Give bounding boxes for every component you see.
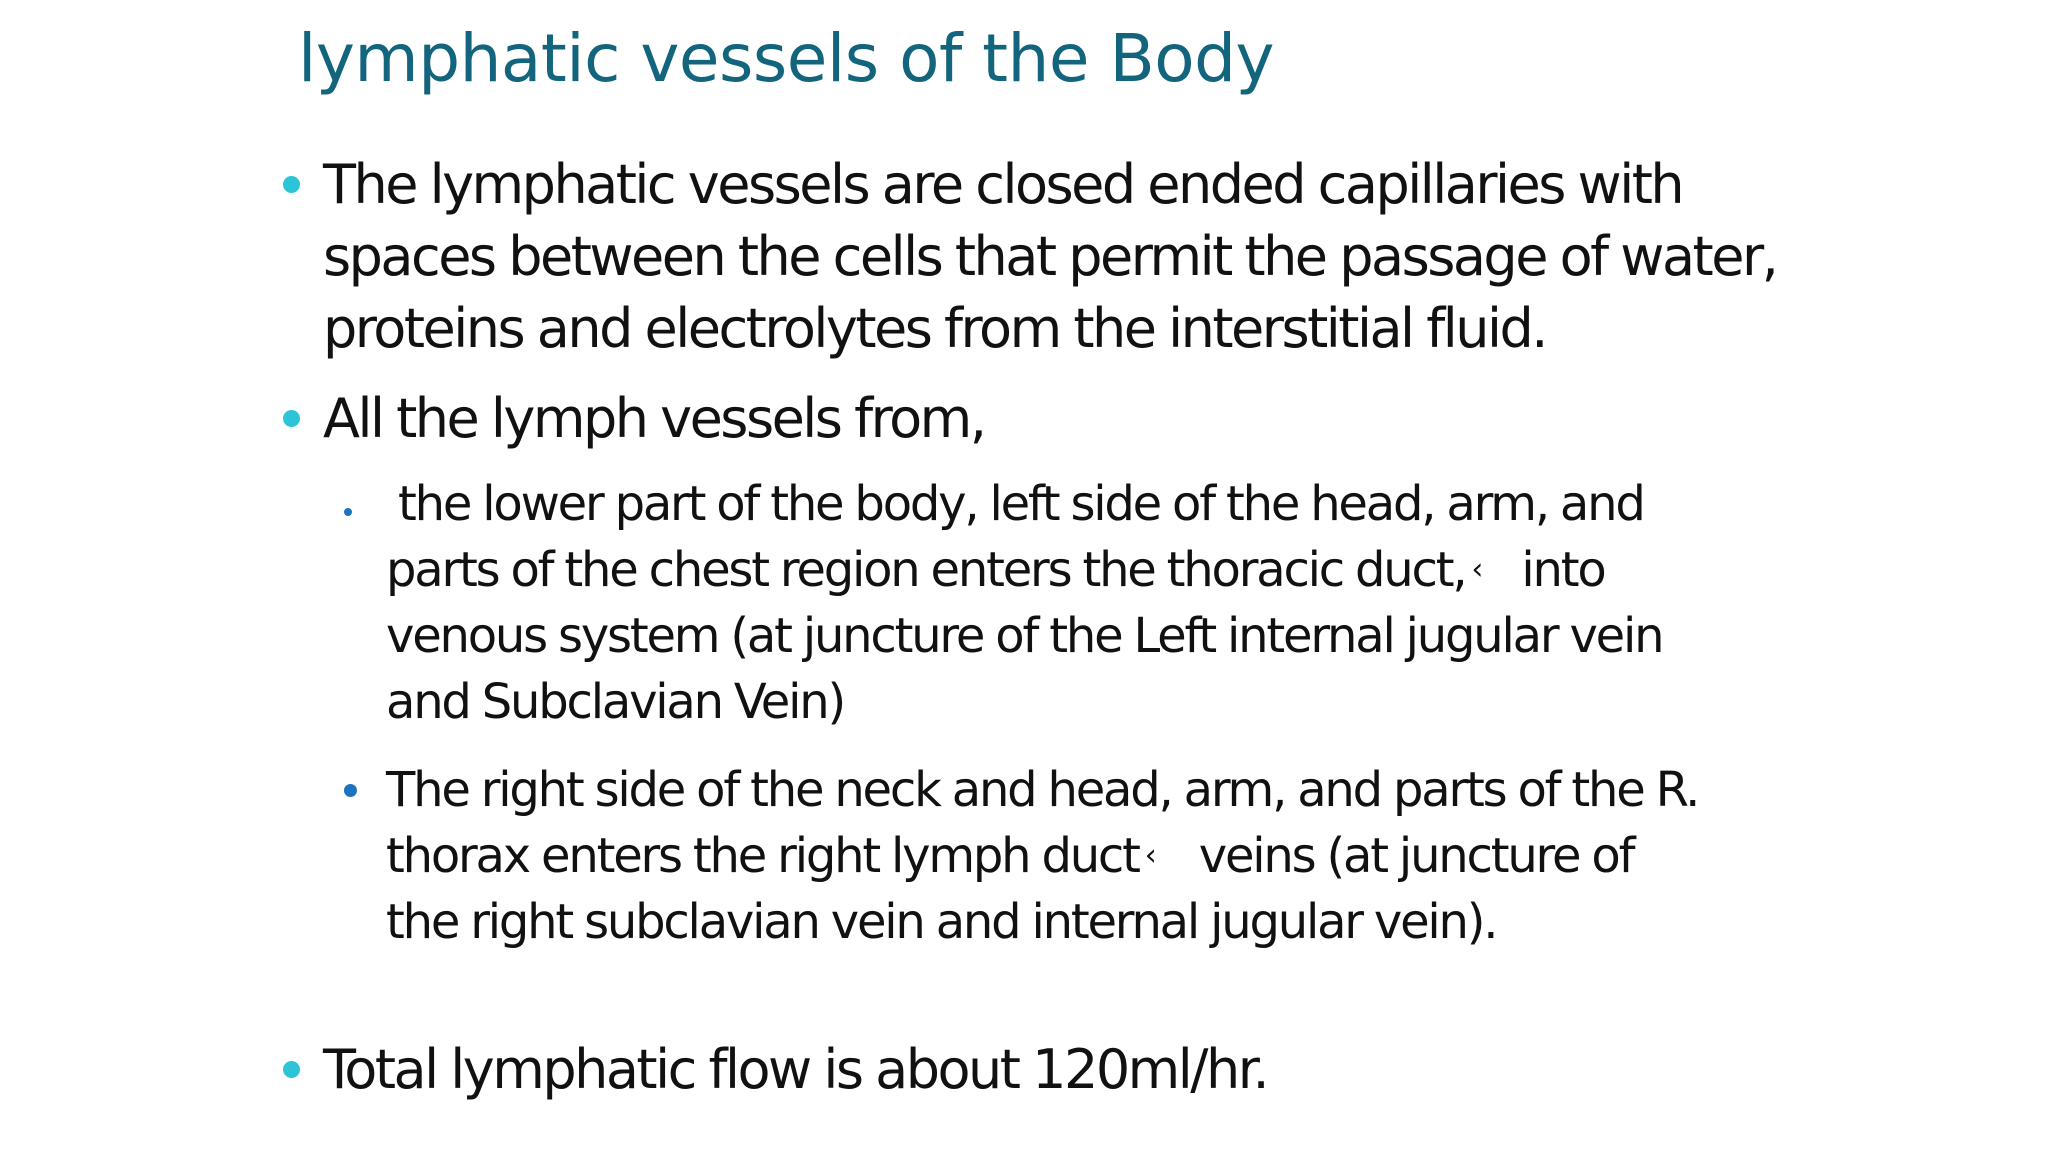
bullet-text-line: spaces between the cells that permit the passage of water,	[323, 225, 1777, 288]
bullet-text-line: proteins and electrolytes from the interstitial fluid.	[323, 297, 1546, 360]
sub-bullet-text-segment: thorax enters the right lymph duct	[386, 828, 1139, 884]
sub-bullet-marker	[344, 508, 352, 516]
arrow-icon: ‹	[1471, 552, 1484, 587]
bullet-marker	[283, 1061, 300, 1078]
bullet-marker	[283, 410, 300, 427]
sub-bullet-text-line: and Subclavian Vein)	[386, 674, 845, 730]
sub-bullet-text-line: venous system (at juncture of the Left internal jugular vein	[386, 608, 1663, 664]
arrow-icon: ‹	[1144, 838, 1157, 873]
sub-bullet-text-segment: into	[1521, 542, 1605, 598]
bullet-text-line: All the lymph vessels from,	[323, 387, 985, 450]
sub-bullet-item-thoracic-duct	[386, 471, 1662, 735]
bullet-item-total-flow	[323, 1034, 1267, 1106]
bullet-item-lymphatic-vessels	[323, 149, 1776, 365]
sub-bullet-item-right-lymph-duct	[386, 757, 1698, 955]
slide-title: lymphatic vessels of the Body	[298, 20, 1275, 97]
sub-bullet-text-line: The right side of the neck and head, arm, and parts of the R.	[386, 762, 1699, 818]
sub-bullet-text-segment: veins (at juncture of	[1198, 828, 1634, 884]
sub-bullet-text-line: the right subclavian vein and internal jugular vein).	[386, 894, 1497, 950]
bullet-text-line: The lymphatic vessels are closed ended capillaries with	[323, 153, 1683, 216]
bullet-item-all-lymph-vessels	[323, 383, 984, 455]
bullet-text-line: Total lymphatic flow is about 120ml/hr.	[323, 1038, 1268, 1101]
sub-bullet-marker	[344, 784, 357, 797]
sub-bullet-text-line	[386, 823, 1698, 889]
bullet-marker	[283, 176, 300, 193]
sub-bullet-text-line: the lower part of the body, left side of the head, arm, and	[386, 476, 1644, 532]
sub-bullet-text-segment: parts of the chest region enters the thoracic duct,	[386, 542, 1466, 598]
sub-bullet-text-line	[386, 537, 1662, 603]
